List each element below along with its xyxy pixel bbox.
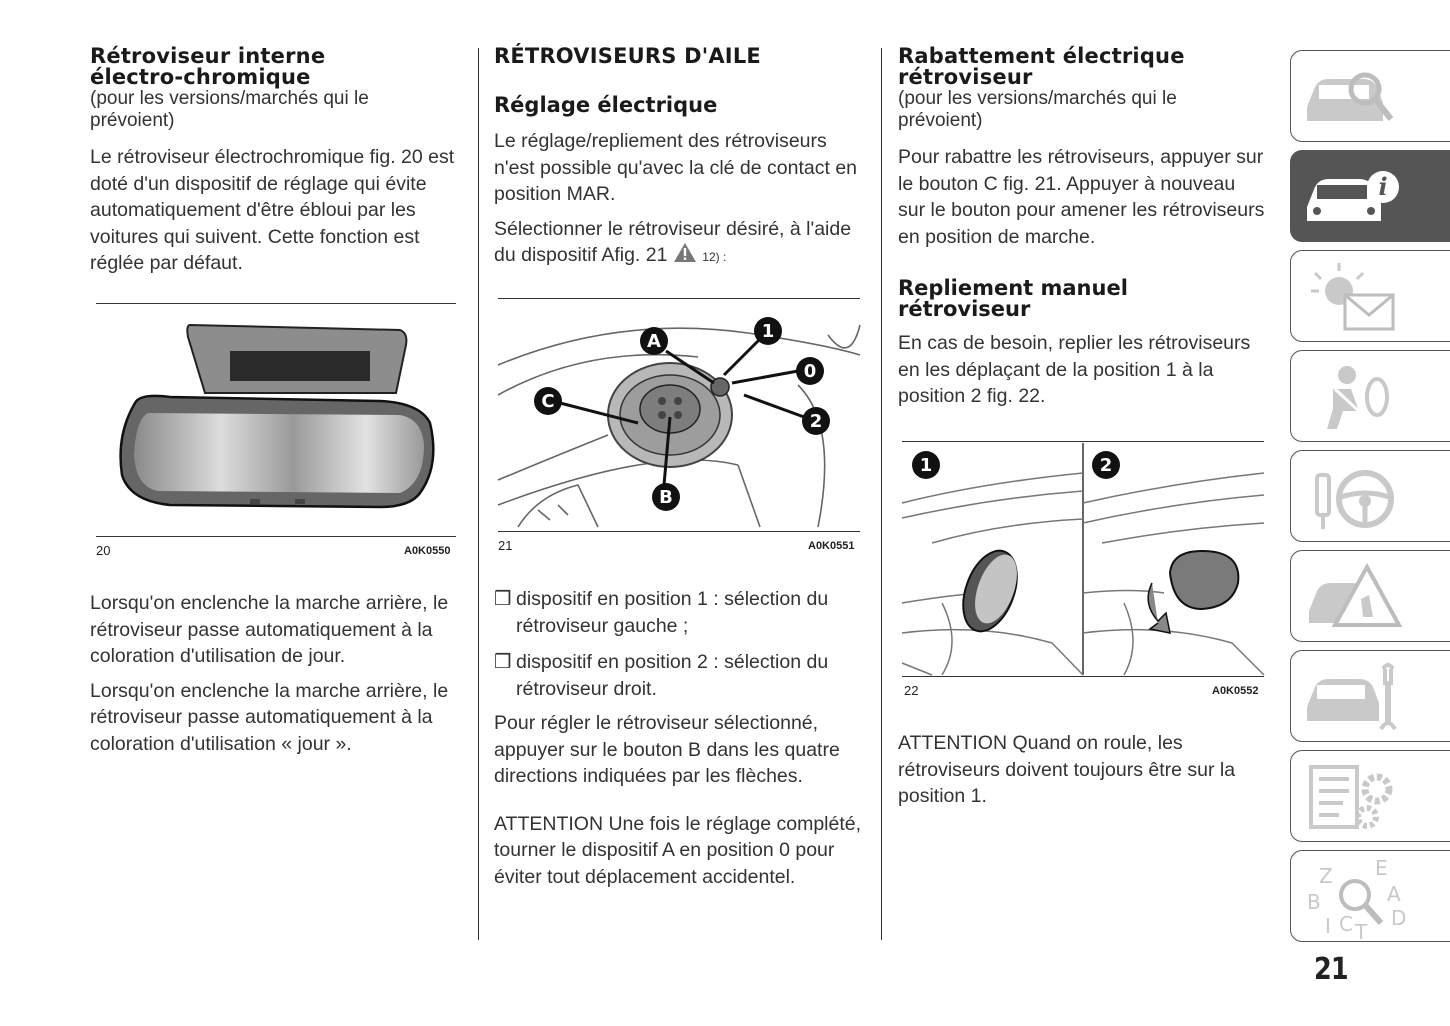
warning-triangle-icon bbox=[673, 242, 697, 263]
figure-number: 20 bbox=[96, 543, 111, 558]
list-item-text: dispositif en position 1 : sélection du rétroviseur gauche ; bbox=[516, 588, 829, 637]
column-1-lower bbox=[90, 590, 460, 757]
spec-sheet-gears-icon bbox=[1303, 759, 1403, 835]
list-item-text: dispositif en position 2 : sélection du rétroviseur droit. bbox=[516, 651, 829, 700]
callout-label: 1 bbox=[919, 455, 933, 476]
page-number: 21 bbox=[1314, 952, 1348, 987]
alphabet-index-icon bbox=[1303, 856, 1407, 944]
paragraph bbox=[494, 216, 862, 271]
index-letter: E bbox=[1375, 856, 1388, 880]
figure-top-rule bbox=[96, 303, 456, 304]
checkbox-bullet-icon: ❒ bbox=[494, 588, 512, 610]
checkbox-bullet-icon: ❒ bbox=[494, 651, 512, 673]
figure-code: A0K0551 bbox=[808, 540, 855, 552]
index-letter: Z bbox=[1319, 864, 1333, 888]
paragraph: Lorsqu'on enclenche la marche arrière, le rétroviseur passe automatiquement à la coloration d'utilisation « jour ». bbox=[90, 679, 449, 755]
car-search-icon bbox=[1303, 59, 1403, 135]
subsection-title-manual-folding: Repliement manuel rétroviseur bbox=[898, 276, 1128, 321]
column-divider bbox=[881, 48, 882, 940]
availability-note: (pour les versions/marchés qui le prévoient) bbox=[898, 88, 1177, 131]
note-reference: 12) : bbox=[702, 250, 727, 264]
list-item bbox=[494, 586, 862, 639]
availability-note: (pour les versions/marchés qui le prévoient) bbox=[90, 88, 369, 131]
mirror-control-illustration bbox=[498, 305, 860, 527]
airbag-seat-icon bbox=[1303, 359, 1403, 435]
tab-emergency[interactable] bbox=[1290, 550, 1450, 642]
callout-label: 2 bbox=[1099, 455, 1113, 476]
figure-number: 21 bbox=[498, 538, 513, 553]
tab-technical-data[interactable] bbox=[1290, 750, 1450, 842]
svg-text:i: i bbox=[1378, 172, 1388, 201]
callout-label: A bbox=[647, 331, 661, 352]
figure-bottom-rule bbox=[96, 536, 456, 537]
index-letter: I bbox=[1325, 914, 1331, 938]
paragraph-text: Sélectionner le rétroviseur désiré, à l'aide du dispositif Afig. 21 bbox=[494, 217, 852, 266]
figure-number: 22 bbox=[904, 683, 919, 698]
figure-bottom-rule bbox=[498, 531, 860, 532]
column-divider bbox=[478, 48, 479, 940]
figure-code: A0K0552 bbox=[1212, 685, 1259, 697]
paragraph: Pour rabattre les rétroviseurs, appuyer sur le bouton C fig. 21. Appuyer à nouveau sur le bouton pour amener les rétroviseurs en position de marche. bbox=[898, 146, 1265, 248]
index-letter: B bbox=[1307, 890, 1321, 914]
paragraph: Pour régler le rétroviseur sélectionné, appuyer sur le bouton B dans les quatre directions indiquées par les flèches. bbox=[494, 712, 840, 787]
car-warning-triangle-icon bbox=[1303, 559, 1403, 635]
callout-label: B bbox=[659, 487, 673, 508]
tab-starting-driving[interactable] bbox=[1290, 450, 1450, 542]
column-2-lower bbox=[494, 586, 862, 890]
tab-maintenance[interactable] bbox=[1290, 650, 1450, 742]
interior-mirror-illustration bbox=[110, 315, 440, 530]
tab-safety[interactable] bbox=[1290, 350, 1450, 442]
tab-index[interactable] bbox=[1290, 850, 1450, 942]
tab-car-search[interactable] bbox=[1290, 50, 1450, 142]
paragraph: Lorsqu'on enclenche la marche arrière, le rétroviseur passe automatiquement à la coloration d'utilisation de jour. bbox=[90, 592, 449, 667]
paragraph: En cas de besoin, replier les rétroviseurs en les déplaçant de la position 1 à la position 2 fig. 22. bbox=[898, 332, 1251, 407]
callout-label: 2 bbox=[809, 411, 823, 432]
warning-paragraph: ATTENTION Une fois le réglage complété, tourner le dispositif A en position 0 pour éviter tout déplacement accidentel. bbox=[494, 812, 862, 888]
list-item bbox=[494, 649, 862, 702]
callout-label: C bbox=[541, 391, 555, 412]
section-title-electric-folding: Rabattement électrique rétroviseur bbox=[898, 44, 1185, 89]
index-letter: C bbox=[1339, 912, 1353, 936]
tab-car-info[interactable] bbox=[1290, 150, 1450, 242]
callout-label: 1 bbox=[761, 321, 775, 342]
index-letter: D bbox=[1391, 906, 1407, 930]
figure-top-rule bbox=[498, 298, 860, 299]
figure-code: A0K0550 bbox=[404, 545, 451, 557]
warning-light-envelope-icon bbox=[1303, 259, 1403, 335]
tab-warning-lights[interactable] bbox=[1290, 250, 1450, 342]
figure-bottom-rule bbox=[902, 676, 1264, 677]
warning-paragraph: ATTENTION Quand on roule, les rétroviseurs doivent toujours être sur la position 1. bbox=[898, 732, 1236, 807]
key-steering-wheel-icon bbox=[1303, 459, 1403, 535]
index-letter: T bbox=[1355, 920, 1368, 944]
section-title-wing-mirrors: RÉTROVISEURS D'AILE bbox=[494, 44, 761, 68]
paragraph: Le réglage/repliement des rétroviseurs n'est possible qu'avec la clé de contact en position MAR. bbox=[494, 130, 858, 205]
manual-folding-illustration bbox=[902, 443, 1264, 675]
car-wrench-icon bbox=[1303, 659, 1403, 735]
subsection-title-electric-adjust: Réglage électrique bbox=[494, 93, 718, 117]
callout-label: 0 bbox=[803, 361, 817, 382]
column-3 bbox=[898, 40, 1266, 410]
paragraph: Le rétroviseur électrochromique fig. 20 est doté d'un dispositif de réglage qui évite automatiquement d'être ébloui par les voitures qui suivent. Cette fonction est réglée par défaut. bbox=[90, 146, 455, 274]
column-3-lower bbox=[898, 730, 1266, 810]
figure-top-rule bbox=[902, 441, 1264, 442]
index-letter: A bbox=[1387, 882, 1401, 906]
car-info-icon bbox=[1303, 159, 1403, 235]
column-2 bbox=[494, 40, 862, 271]
section-title-interior-mirror: Rétroviseur interne électro-chromique bbox=[90, 44, 326, 89]
column-1 bbox=[90, 40, 460, 277]
